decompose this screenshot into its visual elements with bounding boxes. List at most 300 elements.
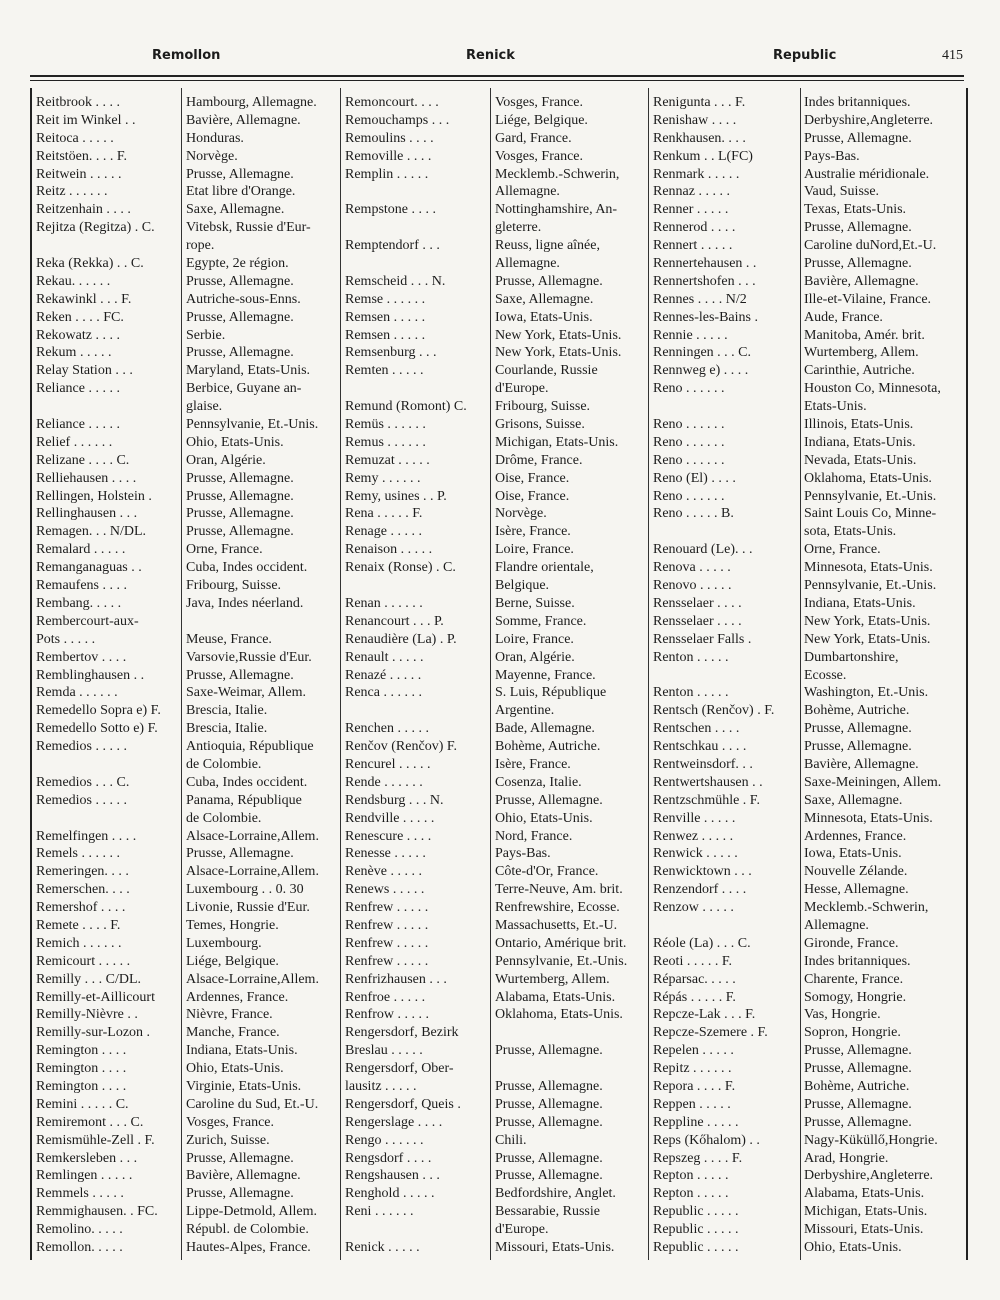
entry-location: Prusse, Allemagne. [186,345,294,361]
entry-location: Vosges, France. [186,1114,275,1130]
entry-location: Allemagne. [495,184,560,200]
entry-name [36,237,182,255]
entry-name: Remington . . . . [36,1043,127,1059]
entry-name: Rempstone . . . . [345,202,436,218]
entry-name: Remalard . . . . . [36,542,126,558]
entry-location: Brescia, Italie. [186,703,268,719]
entry-location: Bavière, Allemagne. [804,273,919,289]
entry-name: Rengerslage . . . . [345,1114,443,1130]
entry-name: Renault . . . . . [345,649,424,665]
entry-name: Renaudière (La) . P. [345,631,457,647]
entry-location: Mecklemb.-Schwerin, [495,166,620,182]
entry-location: New York, Etats-Unis. [804,631,931,647]
entry-name: Remete . . . . F. [36,917,121,933]
entry-name: Renève . . . . . [345,864,422,880]
entry-location: Caroline du Sud, Et.-U. [186,1096,319,1112]
entry-location: Etats-Unis. [804,399,867,415]
entry-location: Ecosse. [804,667,847,683]
entry-location: Allemagne. [804,917,869,933]
entry-location: rope. [186,238,215,254]
entry-name: Reno . . . . . . [653,417,725,433]
entry-name: Remoulins . . . . [345,130,434,146]
entry-location: Berbice, Guyane an- [186,381,302,397]
entry-name: Renesse . . . . . [345,846,426,862]
entry-name [653,523,800,541]
entry-name: Remaufens . . . . [36,578,127,594]
entry-location: Orne, France. [186,542,263,558]
entry-name: Remicourt . . . . . [36,953,131,969]
entry-name: Renouard (Le). . . [653,542,753,558]
entry-location: Prusse, Allemagne. [495,1168,603,1184]
entry-location: Cuba, Indes occident. [186,560,308,576]
entry-location: Dumbartonshire, [804,649,899,665]
entry-name: Remy, usines . . P. [345,488,447,504]
entry-name [345,1221,490,1239]
entry-name: Republic . . . . . [653,1204,739,1220]
entry-location: Australie méridionale. [804,166,930,182]
entry-name: Remeringen. . . . [36,864,129,880]
entry-name: Remich . . . . . . [36,935,122,951]
entry-location: Manitoba, Amér. brit. [804,327,925,343]
entry-name: Rentschkau . . . . [653,739,747,755]
entry-location: d'Europe. [495,381,549,397]
entry-location: Alsace-Lorraine,Allem. [186,971,319,987]
entry-location: Illinois, Etats-Unis. [804,417,914,433]
entry-location: Côte-d'Or, France. [495,864,599,880]
entry-name: Remollon. . . . . [36,1240,123,1255]
entry-name: Renton . . . . . [653,685,729,701]
column-divider [648,88,649,1260]
entry-name: Rengersdorf, Ober- [345,1061,454,1077]
entry-name: Rennert . . . . . [653,238,733,254]
entry-location: Ontario, Amérique brit. [495,935,627,951]
entry-location: Prusse, Allemagne. [804,220,912,236]
entry-name: Renwick . . . . . [653,846,738,862]
entry-location: Prusse, Allemagne. [804,130,912,146]
entry-location: Hesse, Allemagne. [804,882,909,898]
entry-location: Saxe, Allemagne. [495,291,594,307]
entry-location: Indes britanniques. [804,95,911,110]
entry-name: Renton . . . . . [653,649,729,665]
entry-location: Etat libre d'Orange. [186,184,296,200]
entry-name [345,219,490,237]
entry-location: Oise, France. [495,470,570,486]
entry-name [653,398,800,416]
entry-location: Michigan, Etats-Unis. [804,1204,928,1220]
entry-location: Oklahoma, Etats-Unis. [804,470,932,486]
entry-location: Autriche-sous-Enns. [186,291,301,307]
entry-name: Rensselaer Falls . [653,631,752,647]
entry-location: gleterre. [495,220,542,236]
entry-location: Pays-Bas. [495,846,551,862]
entry-name: Repton . . . . . [653,1168,729,1184]
column-divider [490,88,491,1260]
entry-location: Derbyshire,Angleterre. [804,112,934,128]
entry-name: Repitz . . . . . . [653,1061,732,1077]
entry-location: Alabama, Etats-Unis. [495,989,616,1005]
entry-location: Grisons, Suisse. [495,417,585,433]
entry-name: Renick . . . . . [345,1240,420,1255]
entry-name: Rellinghausen . . . [36,506,138,522]
entry-location: Prusse, Allemagne. [186,506,294,522]
column-3-names [653,94,800,1257]
entry-location: Houston Co, Minnesota, [804,381,941,397]
entry-name: Reno . . . . . . [653,488,725,504]
entry-name: Rentweinsdorf. . . [653,756,753,772]
entry-location: Pennsylvanie, Et.-Unis. [495,953,628,969]
entry-name: Renfrew . . . . . [345,900,429,916]
entry-name: Reppline . . . . . [653,1114,739,1130]
entry-location: Wurtemberg, Allem. [495,971,610,987]
entry-name: Remten . . . . . [345,363,424,379]
entry-location: Prusse, Allemagne. [495,273,603,289]
entry-name: Renkhausen. . . . [653,130,746,146]
entry-location: Nevada, Etats-Unis. [804,452,917,468]
entry-location: Prusse, Allemagne. [495,1150,603,1166]
entry-location: Prusse, Allemagne. [495,792,603,808]
entry-location: Minnesota, Etats-Unis. [804,810,933,826]
entry-location: Prusse, Allemagne. [495,1114,603,1130]
entry-location: Honduras. [186,130,244,146]
entry-name: Rensselaer . . . . [653,613,742,629]
entry-name: Rennerod . . . . [653,220,736,236]
entry-location: Prusse, Allemagne. [186,846,294,862]
entry-name: Renville . . . . . [653,810,736,826]
entry-location: Drôme, France. [495,452,583,468]
entry-location: Indiana, Etats-Unis. [804,595,916,611]
entry-location: Pays-Bas. [804,148,860,164]
entry-location: Prusse, Allemagne. [186,166,294,182]
entry-location: Nièvre, France. [186,1007,273,1023]
entry-location: Meuse, France. [186,631,272,647]
header-center-word: Renick [466,48,515,63]
entry-name: lausitz . . . . . [345,1078,417,1094]
entry-name: Remington . . . . [36,1078,127,1094]
entry-location: Argentine. [495,703,555,719]
entry-name: Renaison . . . . . [345,542,433,558]
entry-location: Bohème, Autriche. [804,1078,910,1094]
entry-name: Reno (El) . . . . [653,470,736,486]
entry-location: Ille-et-Vilaine, France. [804,291,932,307]
entry-location: Alsace-Lorraine,Allem. [186,864,319,880]
entry-location: Bohème, Autriche. [804,703,910,719]
entry-location: Fribourg, Suisse. [495,399,591,415]
entry-name: Rengo . . . . . . [345,1132,424,1148]
entry-location: Prusse, Allemagne. [804,1043,912,1059]
entry-name: Renfrizhausen . . . [345,971,447,987]
entry-name: Remilly-sur-Lozon . [36,1025,151,1041]
entry-name: Rekum . . . . . [36,345,112,361]
entry-name: Relay Station . . . [36,363,133,379]
entry-name: Remilly . . . C/DL. [36,971,141,987]
column-1-locations [186,94,340,1257]
entry-name: Repton . . . . . [653,1186,729,1202]
entry-name: Rennweg e) . . . . [653,363,749,379]
entry-location: Liége, Belgique. [495,112,588,128]
entry-name: Remsen . . . . . [345,327,426,343]
entry-location: Prusse, Allemagne. [495,1043,603,1059]
entry-location: Norvège. [495,506,547,522]
entry-name: Rencurel . . . . . [345,756,431,772]
entry-location: de Colombie. [186,756,262,772]
entry-location: New York, Etats-Unis. [495,327,622,343]
entry-location: Derbyshire,Angleterre. [804,1168,934,1184]
entry-location: Michigan, Etats-Unis. [495,434,619,450]
running-header [0,48,1000,78]
entry-location: Loire, France. [495,631,574,647]
entry-name: Rembercourt-aux- [36,613,139,629]
entry-location: Oklahoma, Etats-Unis. [495,1007,623,1023]
entry-name: Rennes . . . . N/2 [653,291,747,307]
entry-location: Serbie. [186,327,226,343]
entry-location: Prusse, Allemagne. [495,1096,603,1112]
entry-location: Nagy-Küküllő,Hongrie. [804,1132,938,1148]
entry-name: Rekowatz . . . . [36,327,120,343]
entry-name: Reni . . . . . . [345,1204,414,1220]
entry-name: Rengsdorf . . . . [345,1150,432,1166]
entry-name: Renmark . . . . . [653,166,740,182]
entry-location: Bade, Allemagne. [495,721,595,737]
entry-location: Belgique. [495,578,550,594]
entry-name: Rembertov . . . . [36,649,127,665]
entry-name: Rembang. . . . . [36,595,122,611]
entry-location: Pennsylvanie, Et.-Unis. [186,417,319,433]
entry-name: Remplin . . . . . [345,166,429,182]
entry-location [495,1060,648,1078]
entry-name: Reitwein . . . . . [36,166,122,182]
entry-name: Rendsburg . . . N. [345,792,444,808]
entry-name: Remedios . . . . . [36,739,127,755]
entry-name: Remouchamps . . . [345,112,450,128]
entry-name: Republic . . . . . [653,1222,739,1238]
entry-location: Norvège. [186,148,238,164]
entry-location: Saxe-Weimar, Allem. [186,685,306,701]
column-2-names [345,94,490,1257]
entry-location: Temes, Hongrie. [186,917,279,933]
entry-name: Renca . . . . . . [345,685,422,701]
entry-location: Pennsylvanie, Et.-Unis. [804,488,937,504]
entry-name: Rellingen, Holstein . [36,488,152,504]
entry-location: Missouri, Etats-Unis. [804,1222,924,1238]
entry-name: Reppen . . . . . [653,1096,731,1112]
entry-location: Ardennes, France. [804,828,907,844]
entry-location: Nord, France. [495,828,573,844]
entry-name: Republic . . . . . [653,1240,739,1255]
entry-location: Iowa, Etats-Unis. [804,846,902,862]
top-rule [30,75,964,77]
entry-location: Prusse, Allemagne. [804,1114,912,1130]
entry-location: de Colombie. [186,810,262,826]
entry-location: Vosges, France. [495,148,584,164]
entry-location: Isère, France. [495,524,571,540]
entry-name: Renzendorf . . . . [653,882,747,898]
entry-name: Remanganaguas . . [36,560,142,576]
entry-name: Renwicktown . . . [653,864,752,880]
entry-location: Ardennes, France. [186,989,289,1005]
entry-name: Remilly-Nièvre . . [36,1007,138,1023]
entry-name: Renfrew . . . . . [345,917,429,933]
entry-location: Arad, Hongrie. [804,1150,889,1166]
entry-name: Réparsac. . . . . [653,971,736,987]
entry-location: Charente, France. [804,971,904,987]
entry-location: Indiana, Etats-Unis. [186,1043,298,1059]
entry-name: Reno . . . . . B. [653,506,734,522]
entry-name: Renfroe . . . . . [345,989,426,1005]
entry-location: Vitebsk, Russie d'Eur- [186,220,311,236]
entry-location: Bessarabie, Russie [495,1204,600,1220]
entry-location: Courlande, Russie [495,363,598,379]
entry-name: Rentschen . . . . [653,721,740,737]
entry-location: Ohio, Etats-Unis. [186,434,284,450]
entry-name: Remüs . . . . . . [345,417,426,433]
entry-name: Remmighausen. . FC. [36,1204,158,1220]
entry-name: Renishaw . . . . [653,112,737,128]
entry-name: Reno . . . . . . [653,434,725,450]
entry-name: Repelen . . . . . [653,1043,734,1059]
entry-name: Reken . . . . FC. [36,309,124,325]
entry-location: Saxe, Allemagne. [804,792,903,808]
entry-name [345,255,490,273]
entry-name: Renfrew . . . . . [345,953,429,969]
entry-name: Réole (La) . . . C. [653,935,751,951]
entry-name: Remedios . . . . . [36,792,127,808]
entry-location: Flandre orientale, [495,560,594,576]
entry-name [653,917,800,935]
entry-name: Reoti . . . . . F. [653,953,732,969]
entry-location: Bavière, Allemagne. [186,1168,301,1184]
entry-location: Pennsylvanie, Et.-Unis. [804,578,937,594]
entry-name: Renchen . . . . . [345,721,429,737]
column-2-locations [495,94,648,1257]
entry-name: Reno . . . . . . [653,381,725,397]
entry-location: Ohio, Etats-Unis. [495,810,593,826]
entry-name: Relizane . . . . C. [36,452,130,468]
entry-name: Reka (Rekka) . . C. [36,256,144,272]
entry-location: Alabama, Etats-Unis. [804,1186,925,1202]
entry-name [345,380,490,398]
entry-name: Remolino. . . . . [36,1222,123,1238]
entry-name: Reps (Kőhalom) . . [653,1132,760,1148]
entry-name: Remblinghausen . . [36,667,145,683]
entry-location: Brescia, Italie. [186,721,268,737]
entry-name [345,183,490,201]
entry-location: Oran, Algérie. [186,452,266,468]
entry-location: Loire, France. [495,542,574,558]
entry-location: Prusse, Allemagne. [186,488,294,504]
entry-location: Java, Indes néerland. [186,595,304,611]
entry-name: Remels . . . . . . [36,846,120,862]
column-divider [340,88,341,1260]
entry-location: Bavière, Allemagne. [186,112,301,128]
entry-name: Relief . . . . . . [36,434,113,450]
entry-name: Breslau . . . . . [345,1043,423,1059]
entry-location: Républ. de Colombie. [186,1222,309,1238]
entry-name [345,577,490,595]
entry-name: Renghold . . . . . [345,1186,435,1202]
entry-location: Nottinghamshire, An- [495,202,618,218]
entry-location: Saxe-Meiningen, Allem. [804,774,942,790]
entry-location: Indiana, Etats-Unis. [804,434,916,450]
entry-name: Remus . . . . . . [345,434,426,450]
entry-location: Aude, France. [804,309,883,325]
entry-name: Repcze-Szemere . F. [653,1025,768,1041]
column-divider [800,88,801,1260]
entry-name: Rengshausen . . . [345,1168,440,1184]
entry-name: Répás . . . . . F. [653,989,736,1005]
entry-location: sota, Etats-Unis. [804,524,897,540]
entry-location: Isère, France. [495,756,571,772]
entry-location: Vosges, France. [495,95,584,110]
entry-name: Rena . . . . . F. [345,506,423,522]
entry-location: Panama, République [186,792,302,808]
entry-name: Remuzat . . . . . [345,452,430,468]
entry-name: Rennes-les-Bains . [653,309,758,325]
entry-name: Remscheid . . . N. [345,273,446,289]
entry-location: Vaud, Suisse. [804,184,880,200]
entry-location: Allemagne. [495,256,560,272]
entry-name: Renigunta . . . F. [653,95,746,110]
entry-location: Somogy, Hongrie. [804,989,907,1005]
entry-location: Manche, France. [186,1025,280,1041]
entry-name [36,398,182,416]
entry-name: Renaix (Ronse) . C. [345,560,456,576]
entry-name: Remsenburg . . . [345,345,437,361]
entry-location: Prusse, Allemagne. [804,739,912,755]
entry-name: Rende . . . . . . [345,774,423,790]
entry-location [495,1024,648,1042]
entry-name: Remiremont . . . C. [36,1114,144,1130]
entry-location: Prusse, Allemagne. [804,1096,912,1112]
entry-name: Remy . . . . . . [345,470,421,486]
entry-name: Remmels . . . . . [36,1186,124,1202]
entry-name: Remelfingen . . . . [36,828,137,844]
entry-name: Repora . . . . F. [653,1078,736,1094]
entry-name: Renzow . . . . . [653,900,734,916]
entry-name: Renan . . . . . . [345,595,423,611]
entry-name: Remagen. . . N/DL. [36,524,147,540]
entry-location: Prusse, Allemagne. [804,256,912,272]
column-1-names [36,94,182,1257]
entry-location: New York, Etats-Unis. [495,345,622,361]
entry-name: Renkum . . L(FC) [653,148,753,164]
entry-name: Reit im Winkel . . [36,112,136,128]
entry-location: Saint Louis Co, Minne- [804,506,937,522]
entry-name: Renazé . . . . . [345,667,422,683]
entry-location: Ohio, Etats-Unis. [186,1061,284,1077]
entry-location [186,613,340,631]
entry-name: Renage . . . . . [345,524,422,540]
entry-location: Bavière, Allemagne. [804,756,919,772]
page-number: 415 [942,48,963,63]
entry-location: Liége, Belgique. [186,953,279,969]
entry-location: Oise, France. [495,488,570,504]
entry-name: Rengersdorf, Bezirk [345,1025,459,1041]
entry-name: Renčov (Renčov) F. [345,739,458,755]
entry-name: Rentsch (Renčov) . F. [653,703,775,719]
entry-location: Luxembourg . . 0. 30 [186,882,304,898]
entry-name: Reitzenhain . . . . [36,202,131,218]
entry-location: Prusse, Allemagne. [804,1061,912,1077]
entry-name: Repcze-Lak . . . F. [653,1007,756,1023]
entry-location: Iowa, Etats-Unis. [495,309,593,325]
entry-name: Rennaz . . . . . [653,184,730,200]
entry-location: Prusse, Allemagne. [186,1150,294,1166]
entry-name: Renovo . . . . . [653,578,732,594]
entry-name [653,667,800,685]
entry-location: Minnesota, Etats-Unis. [804,560,933,576]
entry-name: Remund (Romont) C. [345,399,467,415]
entry-name: Rentwertshausen . . [653,774,763,790]
